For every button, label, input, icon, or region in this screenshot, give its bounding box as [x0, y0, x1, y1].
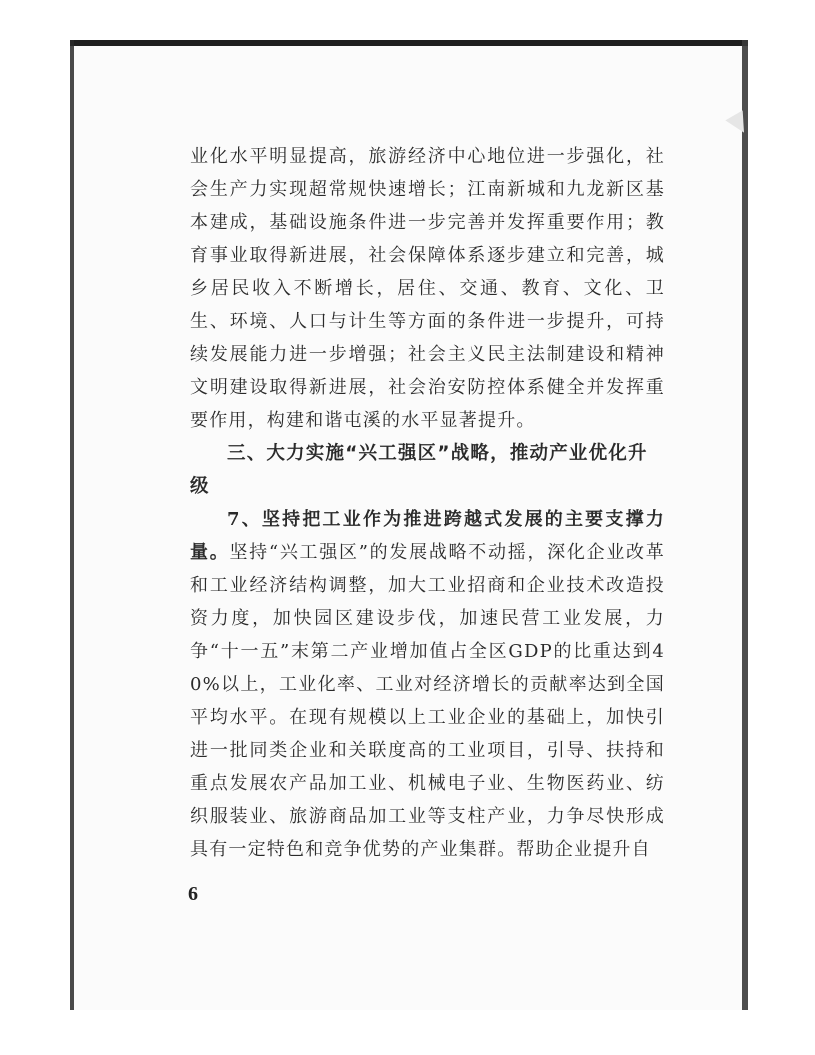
page-number: 6 [188, 883, 198, 905]
folded-corner [725, 110, 752, 137]
scan-border-right [742, 40, 748, 1010]
document-body [190, 140, 665, 866]
paragraph-2 [190, 503, 665, 866]
paragraph-1: 业化水平明显提高，旅游经济中心地位进一步强化，社会生产力实现超常规快速增长；江南新城和九龙新区基本建成，基础设施条件进一步完善并发挥重要作用；教育事业取得新进展，社会保障体系逐步建立和完善，城乡居民收入不断增长，居住、交通、教育、文化、卫生、环境、人口与计生等方面的条件进一步提升，可持续发展能力进一步增强；社会主义民主法制建设和精神文明建设取得新进展，社会治安防控体系健全并发挥重要作用，构建和谐屯溪的水平显著提升。 [190, 146, 665, 431]
paragraph-2-body: 坚持“兴工强区”的发展战略不动摇，深化企业改革和工业经济结构调整，加大工业招商和企业技术改造投资力度，加快园区建设步伐，加速民营工业发展，力争“十一五”末第二产业增加值占全区GDP的比重达到40%以上，工业化率、工业对经济增长的贡献率达到全国平均水平。在现有规模以上工业企业的基础上，加快引进一批同类企业和关联度高的工业项目，引导、扶持和重点发展农产品加工业、机械电子业、生物医药业、纺织服装业、旅游商品加工业等支柱产业，力争尽快形成具有一定特色和竞争优势的产业集群。帮助企业提升自 [190, 542, 665, 860]
section-heading: 三、大力实施“兴工强区”战略，推动产业优化升级 [190, 443, 648, 497]
paragraph-2-lead: 7、坚持把工业作为推进跨越式发展的主要支撑力量。 [190, 509, 665, 563]
